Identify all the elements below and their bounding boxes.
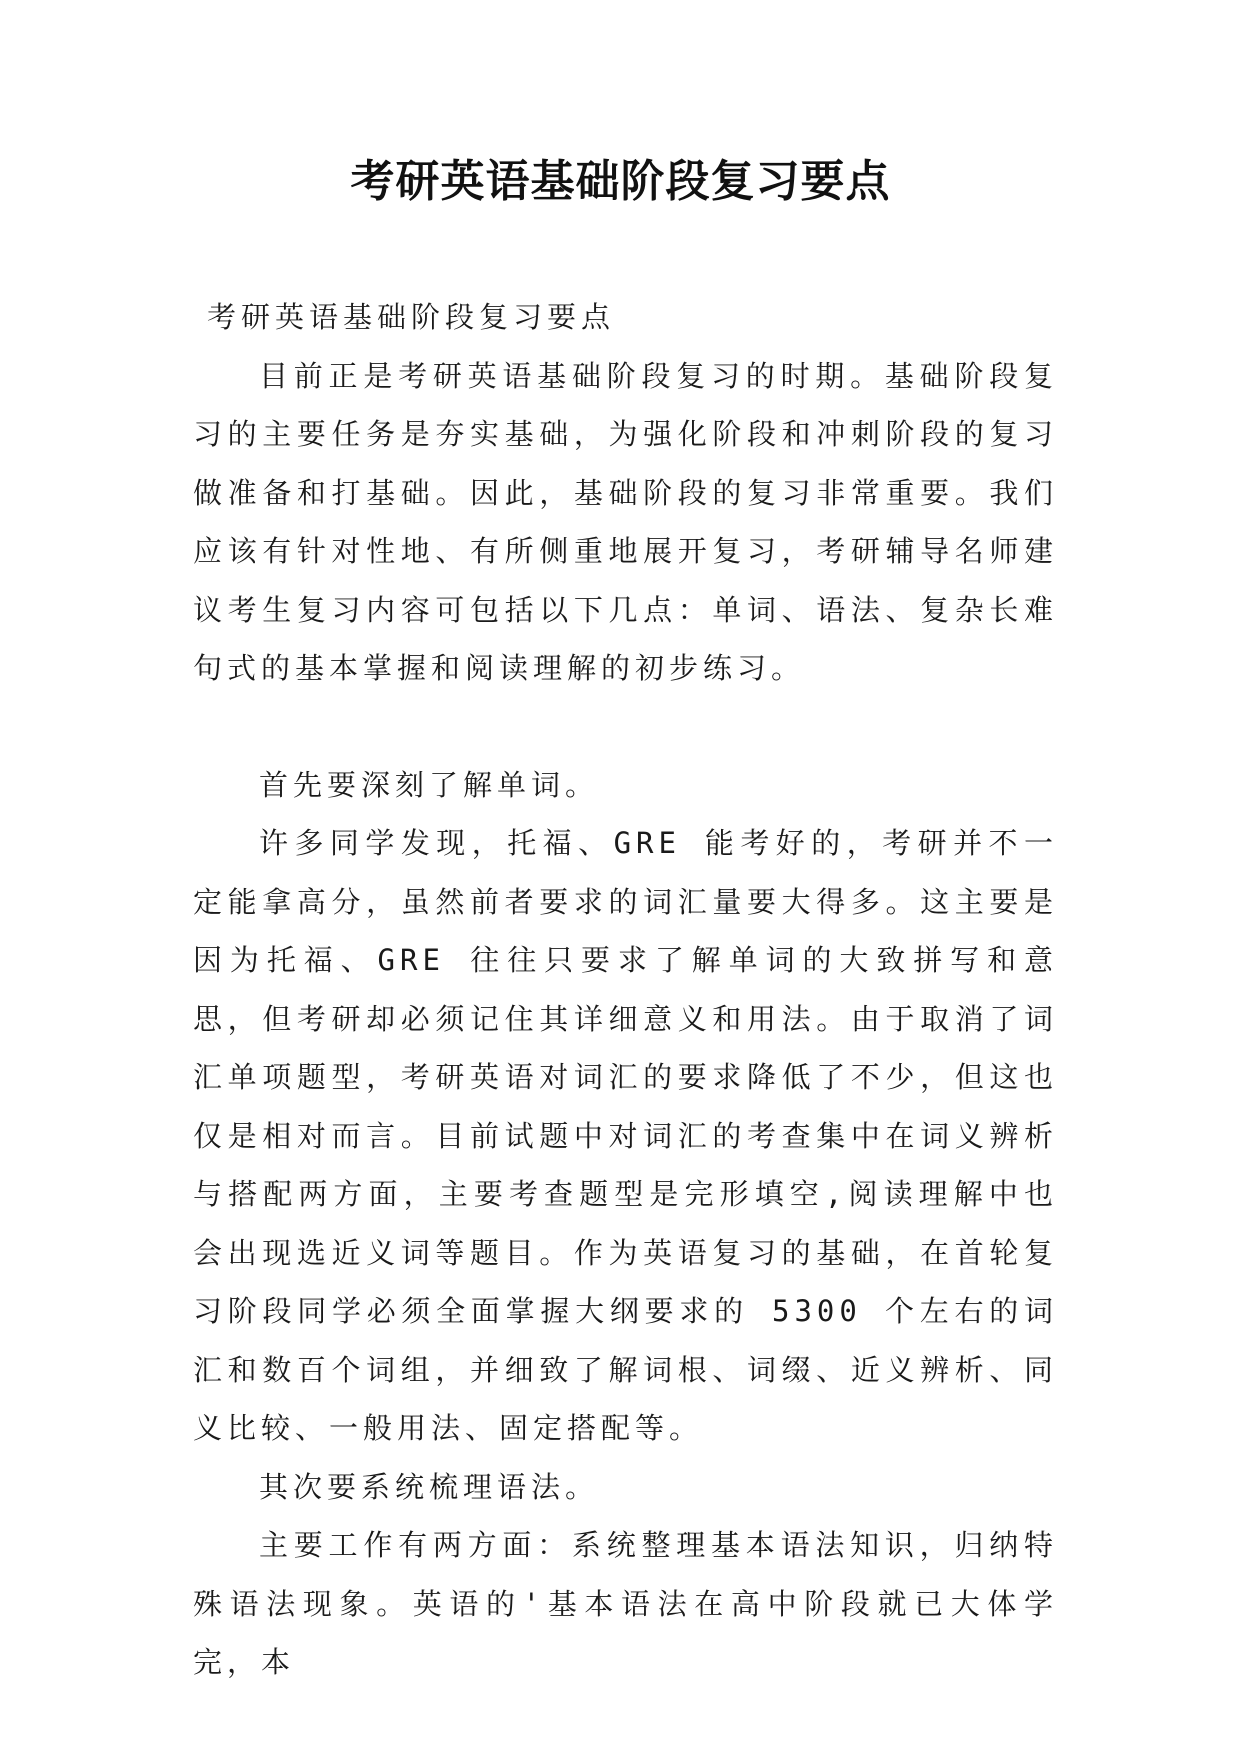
document-body: [193, 288, 1058, 1692]
paragraph-heading-grammar: 其次要系统梳理语法。: [259, 1469, 600, 1504]
paragraph-heading-vocabulary: 首先要深刻了解单词。: [259, 767, 600, 802]
paragraph-intro: 目前正是考研英语基础阶段复习的时期。基础阶段复习的主要任务是夯实基础，为强化阶段和冲刺阶段的复习做准备和打基础。因此，基础阶段的复习非常重要。我们应该有针对性地、有所侧重地展开复习，考研辅导名师建议考生复习内容可包括以下几点：单词、语法、复杂长难句式的基本掌握和阅读理解的初步练习。: [193, 358, 1058, 685]
paragraph-vocabulary: 许多同学发现，托福、GRE 能考好的，考研并不一定能拿高分，虽然前者要求的词汇量要大得多。这主要是因为托福、GRE 往往只要求了解单词的大致拼写和意思，但考研却必须记住其详细意义和用法。由于取消了词汇单项题型，考研英语对词汇的要求降低了不少，但这也仅是相对而言。目前试题中对词汇的考查集中在词义辨析与搭配两方面，主要考查题型是完形填空,阅读理解中也会出现选近义词等题目。作为英语复习的基础，在首轮复习阶段同学必须全面掌握大纲要求的 5300 个左右的词汇和数百个词组，并细致了解词根、词缀、近义辨析、同义比较、一般用法、固定搭配等。: [193, 826, 1058, 1445]
document-title: 考研英语基础阶段复习要点: [350, 156, 891, 207]
paragraph-grammar: 主要工作有两方面：系统整理基本语法知识，归纳特殊语法现象。英语的'基本语法在高中阶段就已大体学完，本: [193, 1528, 1058, 1679]
document-subtitle: 考研英语基础阶段复习要点: [207, 300, 616, 334]
paragraph-spacer: [193, 698, 1058, 756]
